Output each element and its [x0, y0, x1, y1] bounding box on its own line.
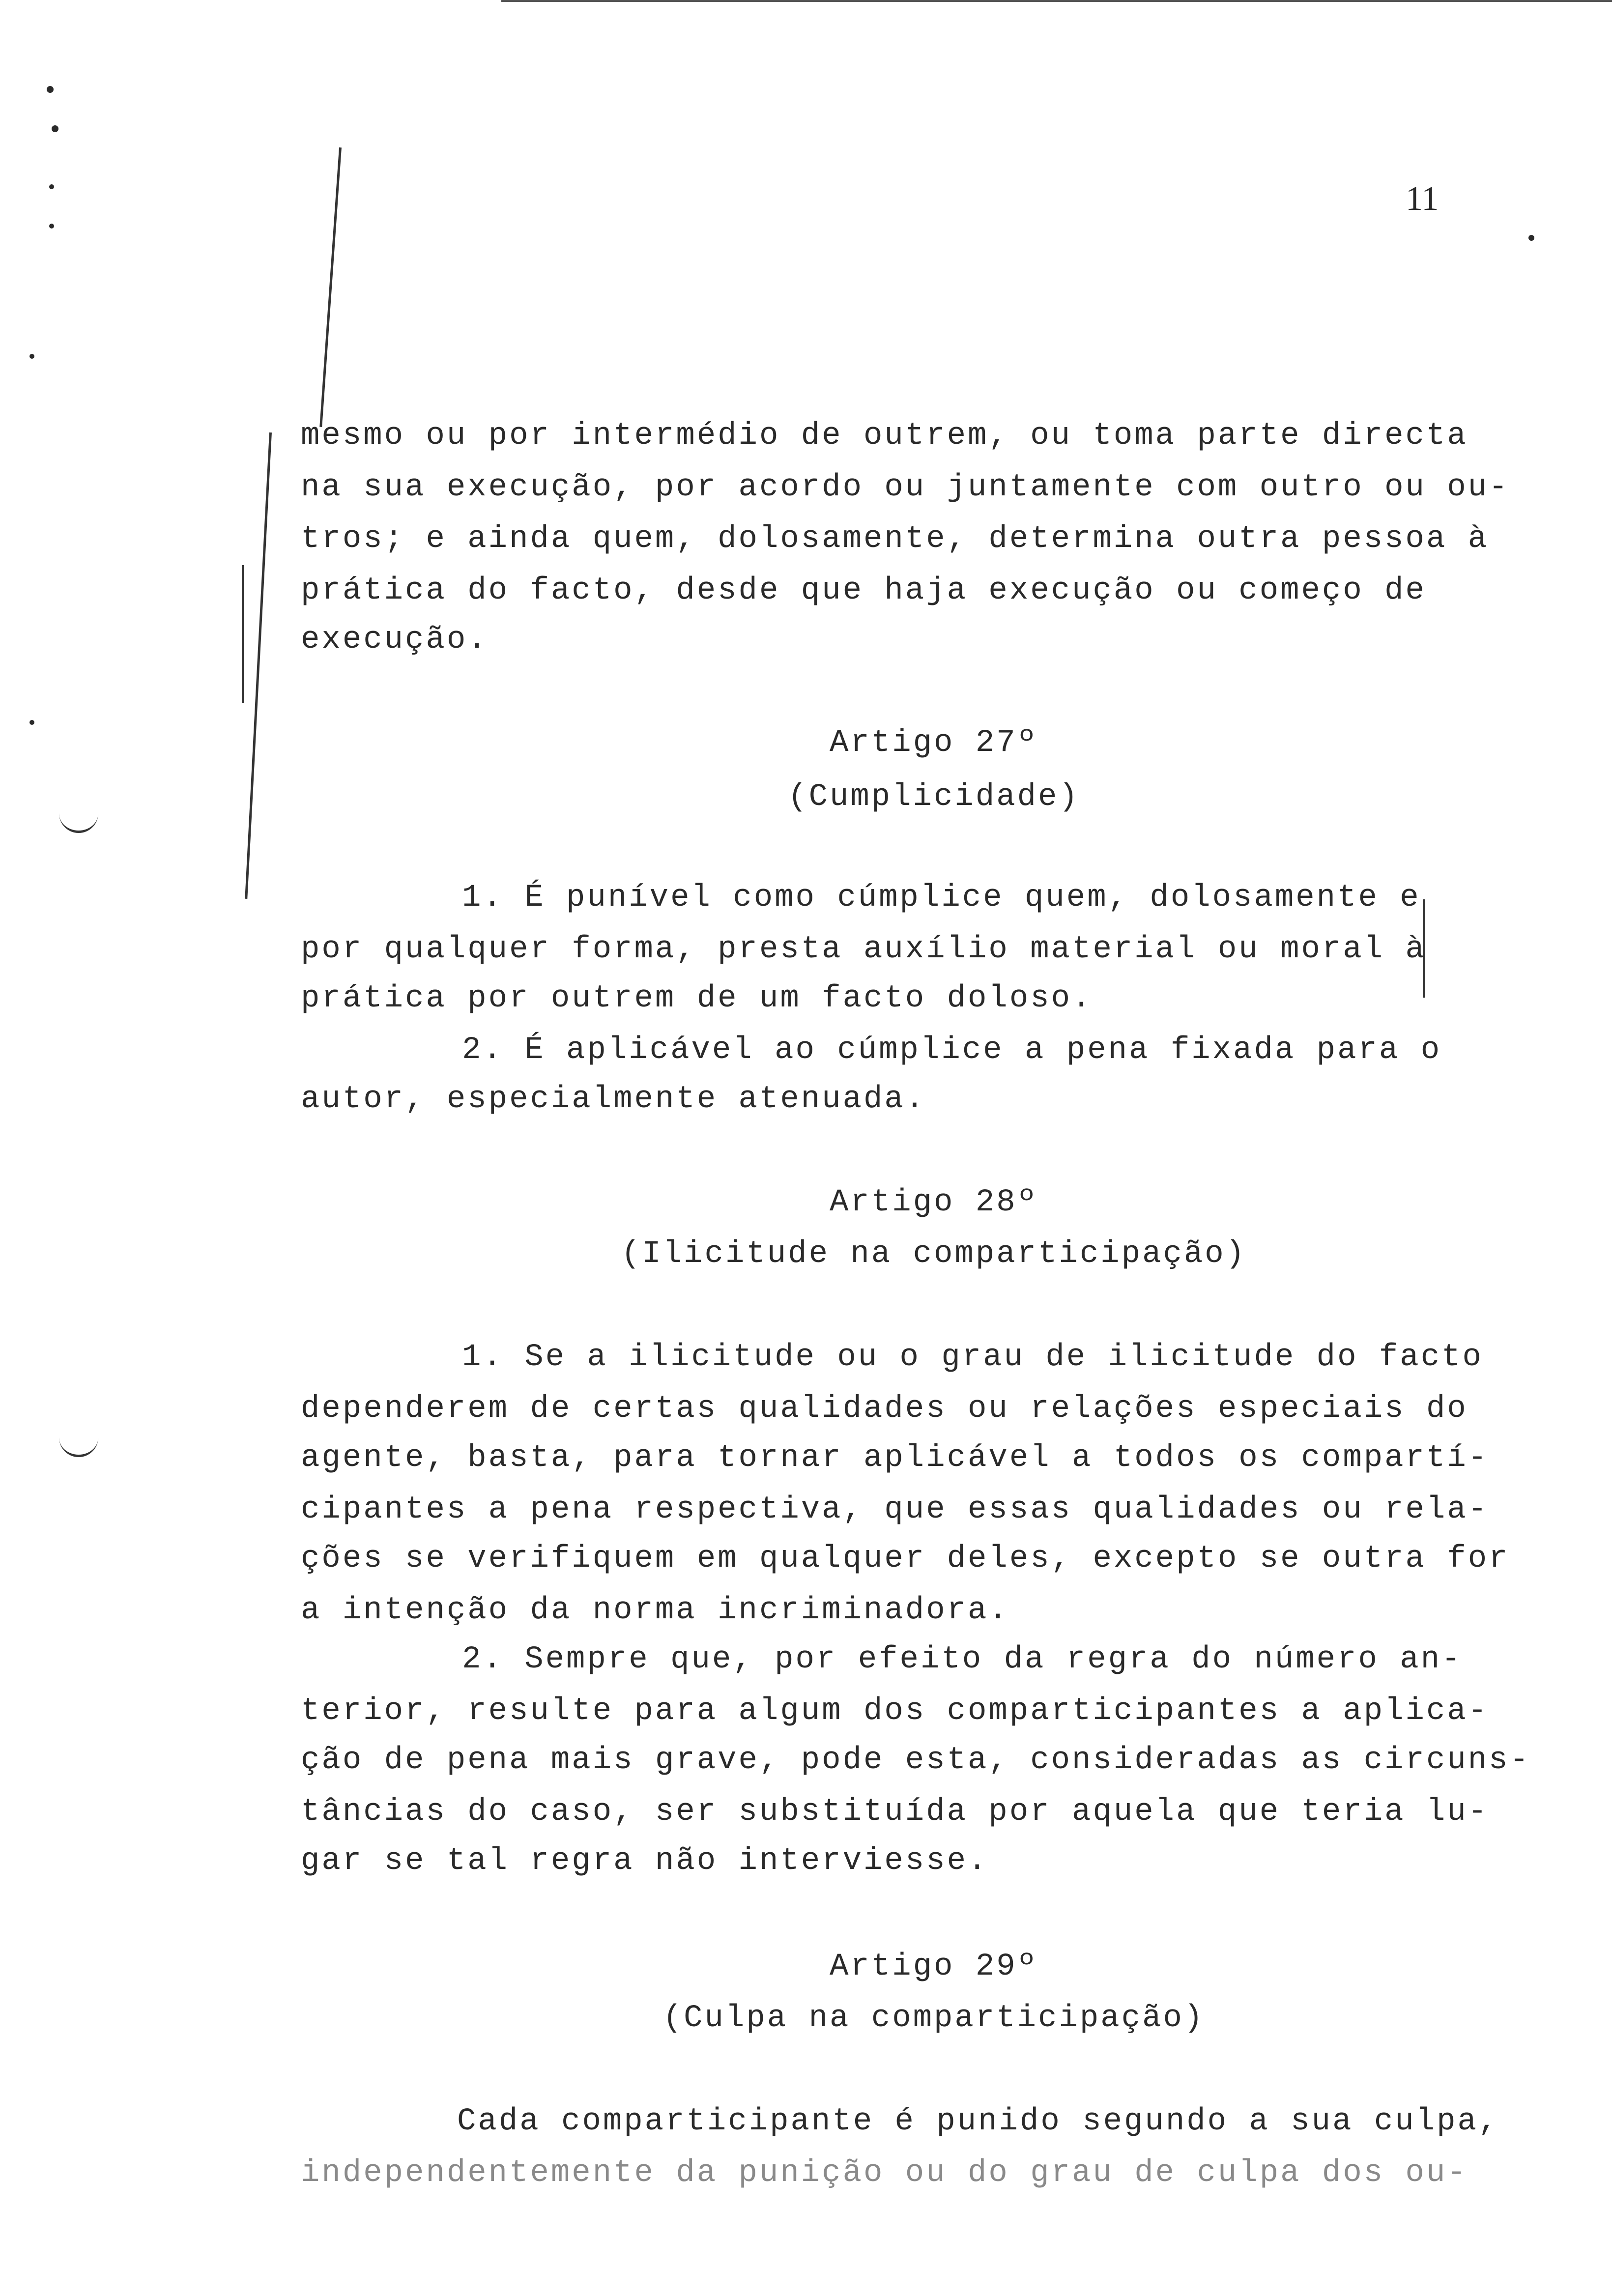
article-text-line: tâncias do caso, ser substituída por aquela que teria lu-: [301, 1794, 1489, 1830]
article-text-line: por qualquer forma, presta auxílio material ou moral à: [301, 932, 1426, 967]
article-text-line: independentemente da punição ou do grau de culpa dos ou-: [301, 2155, 1468, 2191]
article-text-line: prática por outrem de um facto doloso.: [301, 981, 1093, 1016]
article-heading: Artigo 28º: [829, 1185, 1038, 1220]
scan-speck: [1528, 235, 1534, 241]
intro-line: mesmo ou por intermédio de outrem, ou toma parte directa: [301, 418, 1468, 454]
article-heading: Artigo 27º: [829, 725, 1038, 761]
bracket-mark: [59, 1420, 98, 1457]
article-text-line: terior, resulte para algum dos comparticipantes a aplica-: [301, 1693, 1489, 1729]
scan-speck: [49, 184, 54, 189]
scan-speck: [29, 354, 34, 359]
article-text-line: Cada comparticipante é punido segundo a sua culpa,: [457, 2104, 1499, 2139]
article-text-line: 2. Sempre que, por efeito da regra do número an-: [462, 1642, 1463, 1677]
margin-line: [319, 147, 342, 427]
article-text-line: dependerem de certas qualidades ou relações especiais do: [301, 1391, 1468, 1427]
article-subheading: (Cumplicidade): [788, 779, 1080, 815]
margin-line: [245, 432, 272, 899]
article-text-line: 1. É punível como cúmplice quem, dolosamente e: [462, 880, 1421, 916]
article-subheading: (Ilicitude na comparticipação): [621, 1236, 1247, 1272]
scan-top-border: [501, 0, 1612, 2]
article-text-line: cipantes a pena respectiva, que essas qualidades ou rela-: [301, 1492, 1489, 1527]
scan-speck: [29, 720, 34, 725]
margin-line: [242, 565, 244, 703]
scan-speck: [47, 86, 54, 93]
article-text-line: ções se verifiquem em qualquer deles, excepto se outra for: [301, 1541, 1510, 1577]
scan-speck: [49, 224, 54, 229]
bracket-mark: [59, 796, 98, 833]
intro-line: na sua execução, por acordo ou juntamente com outro ou ou-: [301, 470, 1510, 505]
scan-speck: [52, 125, 58, 132]
article-text-line: autor, especialmente atenuada.: [301, 1082, 926, 1117]
intro-line: prática do facto, desde que haja execução ou começo de: [301, 573, 1426, 608]
intro-line: execução.: [301, 622, 489, 658]
article-text-line: gar se tal regra não interviesse.: [301, 1843, 989, 1879]
article-text-line: 1. Se a ilicitude ou o grau de ilicitude do facto: [462, 1340, 1483, 1375]
article-text-line: 2. É aplicável ao cúmplice a pena fixada para o: [462, 1033, 1442, 1068]
article-text-line: a intenção da norma incriminadora.: [301, 1593, 1009, 1628]
article-text-line: agente, basta, para tornar aplicável a todos os compartí-: [301, 1440, 1489, 1476]
article-subheading: (Culpa na comparticipação): [662, 2001, 1205, 2036]
article-text-line: ção de pena mais grave, pode esta, consideradas as circuns-: [301, 1743, 1530, 1778]
article-heading: Artigo 29º: [829, 1949, 1038, 1984]
page-number: 11: [1406, 180, 1439, 218]
intro-line: tros; e ainda quem, dolosamente, determina outra pessoa à: [301, 521, 1489, 557]
